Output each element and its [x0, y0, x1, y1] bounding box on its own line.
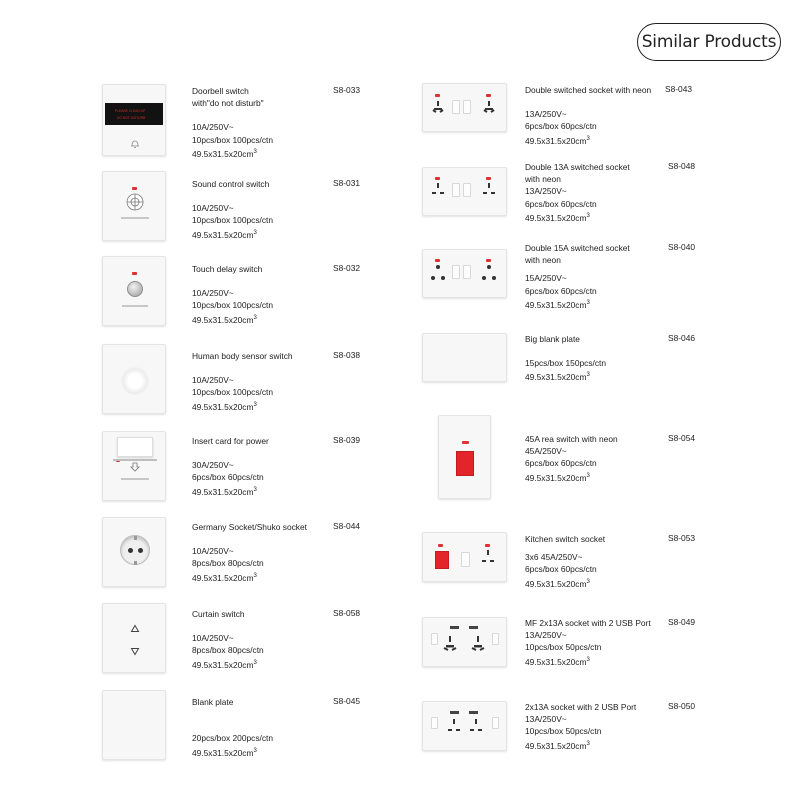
product-packing: 6pcs/box 60pcs/ctn — [525, 285, 597, 296]
product-rating: 15A/250V~ — [525, 273, 567, 284]
product-packing: 15pcs/box 150pcs/ctn — [525, 358, 607, 369]
product-title-line2: with neon — [525, 255, 561, 266]
product-description — [525, 333, 606, 384]
doorbell-panel-icon — [102, 84, 166, 156]
arrow-down-icon — [130, 647, 140, 656]
product-description — [192, 608, 264, 671]
product-packing: 10pcs/box 100pcs/ctn — [192, 387, 274, 398]
product-carton-size: $49.5x31.5x20cm^3$ — [192, 148, 257, 159]
product-title: 45A rea switch with neon — [525, 434, 618, 444]
pir-lens — [123, 369, 147, 393]
product-title: Germany Socket/Shuko socket — [192, 522, 307, 532]
product-packing: 6pcs/box 60pcs/ctn — [525, 564, 597, 575]
product-carton-size: $49.5x31.5x20cm^3$ — [525, 299, 590, 310]
product-rating: 10A/250V~ — [192, 633, 234, 644]
product-code: S8-038 — [333, 350, 361, 360]
product-carton-size: $49.5x31.5x20cm^3$ — [192, 572, 257, 583]
product-rating: 30A/250V~ — [192, 460, 234, 471]
product-code: S8-040 — [668, 242, 696, 252]
product-rating: 10A/250V~ — [192, 203, 234, 214]
double-13a-socket-icon — [422, 167, 507, 216]
product-description — [525, 617, 651, 668]
panel-text-dnd: DO NOT DISTURB — [117, 116, 146, 120]
product-title: Double 15A switched socket — [525, 243, 630, 253]
socket-recess — [120, 535, 150, 565]
product-title: Double 13A switched socket — [525, 162, 630, 172]
schuko-socket-icon — [102, 517, 166, 587]
touch-button-icon — [102, 256, 166, 326]
product-code: S8-039 — [333, 435, 361, 445]
product-title: Insert card for power — [192, 436, 269, 446]
product-rating: 45A/250V~ — [525, 446, 567, 457]
product-rating: 13A/250V~ — [525, 186, 567, 197]
curtain-arrows-icon — [102, 603, 166, 673]
neon-indicator — [132, 272, 137, 275]
product-packing: 6pcs/box 60pcs/ctn — [192, 472, 264, 483]
motion-sensor-icon — [102, 344, 166, 414]
product-packing: 10pcs/box 100pcs/ctn — [192, 300, 274, 311]
product-packing: 8pcs/box 80pcs/ctn — [192, 558, 264, 569]
product-description — [192, 435, 269, 498]
product-rating — [192, 720, 273, 732]
product-code: S8-043 — [665, 84, 693, 94]
product-code: S8-044 — [333, 521, 361, 531]
touch-button — [127, 281, 143, 297]
product-code: S8-048 — [668, 161, 696, 171]
45a-switch-icon — [438, 415, 491, 499]
product-packing: 10pcs/box 100pcs/ctn — [192, 134, 274, 145]
product-carton-size: $49.5x31.5x20cm^3$ — [192, 659, 257, 670]
product-rating: 13A/250V~ — [525, 109, 567, 120]
product-description — [525, 242, 630, 311]
product-description — [192, 178, 273, 241]
product-title: Double switched socket with neon — [525, 85, 652, 95]
product-packing: 10pcs/box 50pcs/ctn — [525, 726, 602, 737]
product-carton-size: $49.5x31.5x20cm^3$ — [525, 372, 590, 383]
product-carton-size: $49.5x31.5x20cm^3$ — [525, 135, 590, 146]
13a-usb-socket-icon — [422, 701, 507, 751]
product-title-line2: with neon — [525, 174, 561, 185]
product-description — [192, 350, 293, 413]
product-description — [192, 696, 273, 759]
product-carton-size: $49.5x31.5x20cm^3$ — [192, 229, 257, 240]
product-title: Big blank plate — [525, 334, 580, 344]
product-title: Sound control switch — [192, 179, 270, 189]
double-universal-socket-icon — [422, 83, 507, 132]
sound-sensor-grill — [126, 193, 144, 211]
product-code: S8-053 — [668, 533, 696, 543]
product-rating: 10A/250V~ — [192, 288, 234, 299]
red-rocker — [456, 451, 474, 476]
product-code: S8-049 — [668, 617, 696, 627]
product-carton-size: $49.5x31.5x20cm^3$ — [525, 578, 590, 589]
product-title: Touch delay switch — [192, 264, 263, 274]
panel-text-clean: PLEASE CLEAN UP — [115, 109, 146, 113]
product-description — [192, 521, 307, 584]
product-packing: 8pcs/box 80pcs/ctn — [192, 645, 264, 656]
product-carton-size: $49.5x31.5x20cm^3$ — [525, 472, 590, 483]
product-description — [192, 85, 273, 160]
product-packing: 6pcs/box 60pcs/ctn — [525, 198, 597, 209]
product-rating: 13A/250V~ — [525, 714, 567, 725]
product-carton-size: $49.5x31.5x20cm^3$ — [192, 401, 257, 412]
product-title: Kitchen switch socket — [525, 534, 606, 544]
double-15a-socket-icon — [422, 249, 507, 298]
arrow-up-icon — [130, 624, 140, 633]
product-description — [525, 433, 618, 484]
product-code: S8-032 — [333, 263, 361, 273]
card-slot-icon — [102, 431, 166, 501]
similar-products-button[interactable]: Similar Products — [637, 23, 781, 61]
product-rating: 10A/250V~ — [192, 375, 234, 386]
bell-icon — [130, 139, 140, 149]
doorbell-display — [105, 103, 163, 125]
product-carton-size: $49.5x31.5x20cm^3$ — [192, 747, 257, 758]
insert-arrow-icon — [130, 462, 140, 472]
product-carton-size: $49.5x31.5x20cm^3$ — [192, 314, 257, 325]
product-code: S8-046 — [668, 333, 696, 343]
product-description — [525, 84, 651, 147]
product-code: S8-058 — [333, 608, 361, 618]
key-card — [117, 437, 153, 457]
product-description — [525, 161, 630, 224]
blank-plate-icon — [102, 690, 166, 760]
product-packing: 10pcs/box 100pcs/ctn — [192, 215, 274, 226]
product-packing: 10pcs/box 50pcs/ctn — [525, 642, 602, 653]
product-title: Curtain switch — [192, 609, 245, 619]
product-title-line2: with"do not disturb" — [192, 98, 264, 109]
neon-indicator — [132, 187, 137, 190]
product-code: S8-045 — [333, 696, 361, 706]
big-blank-plate-icon — [422, 333, 507, 382]
product-code: S8-050 — [668, 701, 696, 711]
product-description — [525, 533, 605, 590]
product-carton-size: $49.5x31.5x20cm^3$ — [525, 656, 590, 667]
product-rating: 10A/250V~ — [192, 122, 234, 133]
product-carton-size: $49.5x31.5x20cm^3$ — [192, 486, 257, 497]
product-description — [192, 263, 273, 326]
product-packing: 20pcs/box 200pcs/ctn — [192, 733, 274, 744]
product-packing: 6pcs/box 60pcs/ctn — [525, 458, 597, 469]
kitchen-socket-icon — [422, 532, 507, 582]
product-code: S8-054 — [668, 433, 696, 443]
product-title: Human body sensor switch — [192, 351, 293, 361]
product-carton-size: $49.5x31.5x20cm^3$ — [525, 212, 590, 223]
product-carton-size: $49.5x31.5x20cm^3$ — [525, 740, 590, 751]
product-code: S8-031 — [333, 178, 361, 188]
product-title: Blank plate — [192, 697, 234, 707]
mf-usb-socket-icon — [422, 617, 507, 667]
product-packing: 6pcs/box 60pcs/ctn — [525, 121, 597, 132]
product-rating: 3x6 45A/250V~ — [525, 552, 583, 563]
product-title: MF 2x13A socket with 2 USB Port — [525, 618, 651, 628]
product-title: Doorbell switch — [192, 86, 249, 96]
product-code: S8-033 — [333, 85, 361, 95]
product-rating: 13A/250V~ — [525, 630, 567, 641]
product-description — [525, 701, 636, 752]
sound-sensor-icon — [102, 171, 166, 241]
product-rating: 10A/250V~ — [192, 546, 234, 557]
product-title: 2x13A socket with 2 USB Port — [525, 702, 637, 712]
